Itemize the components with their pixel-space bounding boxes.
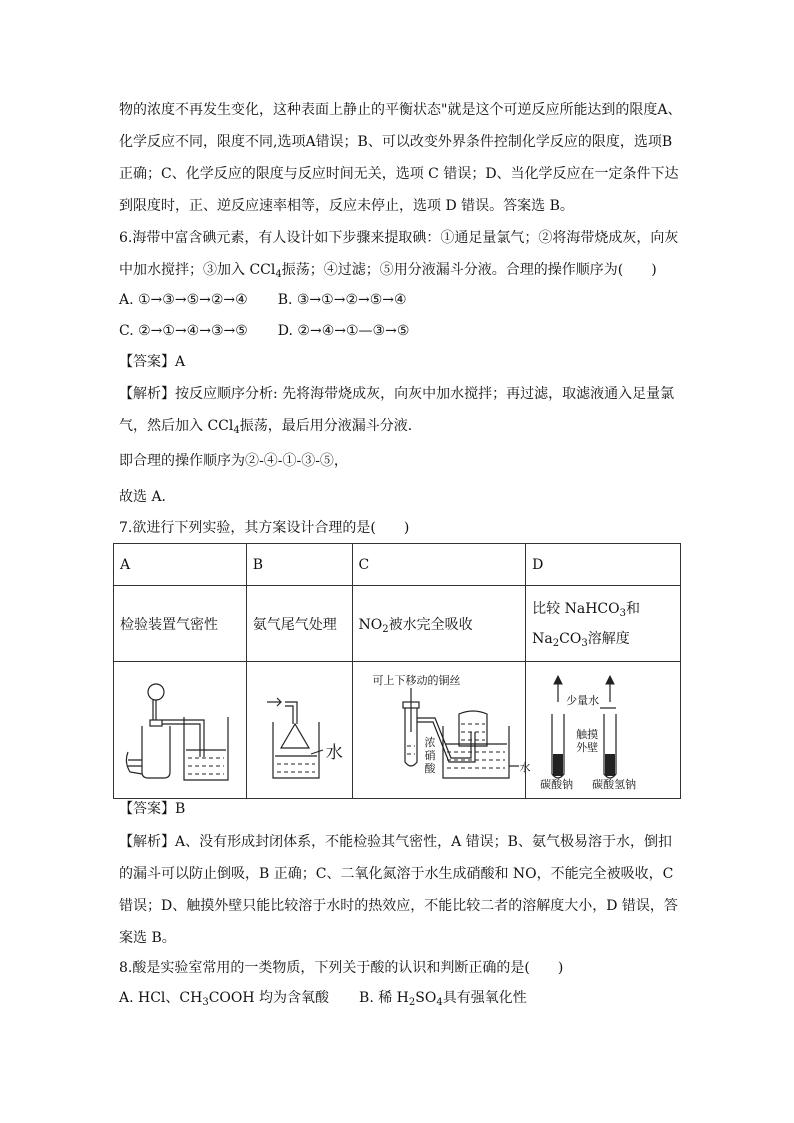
question-8-stem: 8.酸是实验室常用的一类物质，下列关于酸的认识和判断正确的是( ) (119, 960, 564, 976)
question-6-analysis-order: 即合理的操作顺序为②-④-①-③-⑤， (119, 453, 348, 469)
question-6-options-cd (119, 321, 409, 341)
ammonia-absorption-diagram (253, 662, 359, 798)
sodium-carbonate-label: 碳酸钠 (540, 778, 574, 791)
header-c: C (352, 544, 526, 586)
desc-b: 氨气尾气处理 (246, 586, 352, 662)
question-6-stem-cont: 中加水搅拌；③加入 CCl$_4$振荡；④过滤；⑤用分液漏斗分液。合理的操作顺序为( ) (119, 262, 657, 280)
little-water-label: 少量水 (566, 694, 600, 707)
question-7-answer: 【答案】B (119, 801, 186, 817)
header-a: A (114, 544, 247, 586)
desc-c: $NO_2$被水完全吸收 (352, 586, 526, 662)
figure-b-cell (246, 662, 352, 799)
question-6-options-ab (119, 290, 407, 310)
sodium-bicarbonate-label: 碳酸氢钠 (592, 778, 637, 791)
copper-wire-label: 可上下移动的铜丝 (372, 674, 461, 687)
figure-a-cell (114, 662, 247, 799)
desc-a: 检验装置气密性 (114, 586, 247, 662)
question-6-analysis-cont: 气，然后加入 CCl$_4$振荡，最后用分液漏斗分液． (119, 418, 422, 436)
touch-outer-wall-label: 触摸外壁 (576, 728, 599, 754)
experiment-table (113, 543, 681, 799)
header-b: B (246, 544, 352, 586)
option-c: C. ②→①→④→③→⑤ (119, 323, 248, 339)
question-7-stem: 7.欲进行下列实验，其方案设计合理的是( ) (119, 520, 410, 536)
figure-d-cell (526, 662, 681, 799)
question-7-analysis-cont: 错误；D、触摸外壁只能比较溶于水时的热效应，不能比较二者的溶解度大小，D 错误，答 (119, 898, 678, 914)
option-a: A. ①→③→⑤→②→④ (119, 292, 248, 308)
text-line: 正确；C、化学反应的限度与反应时间无关，选项 C 错误；D、当化学反应在一定条件下达 (119, 166, 679, 182)
text-line: 物的浓度不再发生变化，这种表面上静止的平衡状态"就是这个可逆反应所能达到的限度A、 (119, 102, 682, 118)
option-a: A. HCl、$CH_3COOH$ 均为含氧酸 (119, 990, 330, 1008)
water-label-c: 水 (519, 761, 531, 774)
desc-d: 比较 NaHCO$_3$和 $Na_2CO_3$溶解度 (526, 586, 681, 662)
question-8-options-ab (119, 988, 527, 1008)
question-6-analysis-conclusion: 故选 A． (119, 489, 176, 505)
text-line: 到限度时，正、逆反应速率相等，反应未停止，选项 D 错误。答案选 B。 (119, 198, 574, 214)
question-6-analysis: 【解析】按反应顺序分析: 先将海带烧成灰，向灰中加水搅拌；再过滤，取滤液通入足量氯 (119, 386, 675, 402)
option-d: D. ②→④→①—③→⑤ (277, 323, 410, 339)
water-label: 水 (325, 743, 343, 763)
conc-nitric-acid-label: 浓硝酸 (424, 736, 436, 775)
question-7-analysis: 【解析】A、没有形成封闭体系，不能检验其气密性，A 错误；B、氨气极易溶于水，倒扣 (119, 834, 672, 850)
header-d: D (526, 544, 681, 586)
text-line: 化学反应不同，限度不同,选项A错误；B、可以改变外界条件控制化学反应的限度，选项B (119, 134, 673, 150)
option-b: B. 稀 $H_2SO_4$具有强氧化性 (359, 990, 527, 1008)
airtightness-apparatus-diagram (120, 662, 253, 798)
question-7-analysis-cont: 案选 B。 (119, 930, 176, 946)
question-6-stem: 6.海带中富含碘元素，有人设计如下步骤来提取碘：①通足量氯气；②将海带烧成灰，向灰 (119, 230, 679, 246)
question-6-answer: 【答案】A (119, 354, 186, 370)
question-7-analysis-cont: 的漏斗可以防止倒吸，B 正确；C、二氧化氮溶于水生成硝酸和 NO，不能完全被吸收，C (119, 866, 674, 882)
figure-c-cell (352, 662, 531, 799)
option-b: B. ③→①→②→⑤→④ (277, 292, 407, 308)
